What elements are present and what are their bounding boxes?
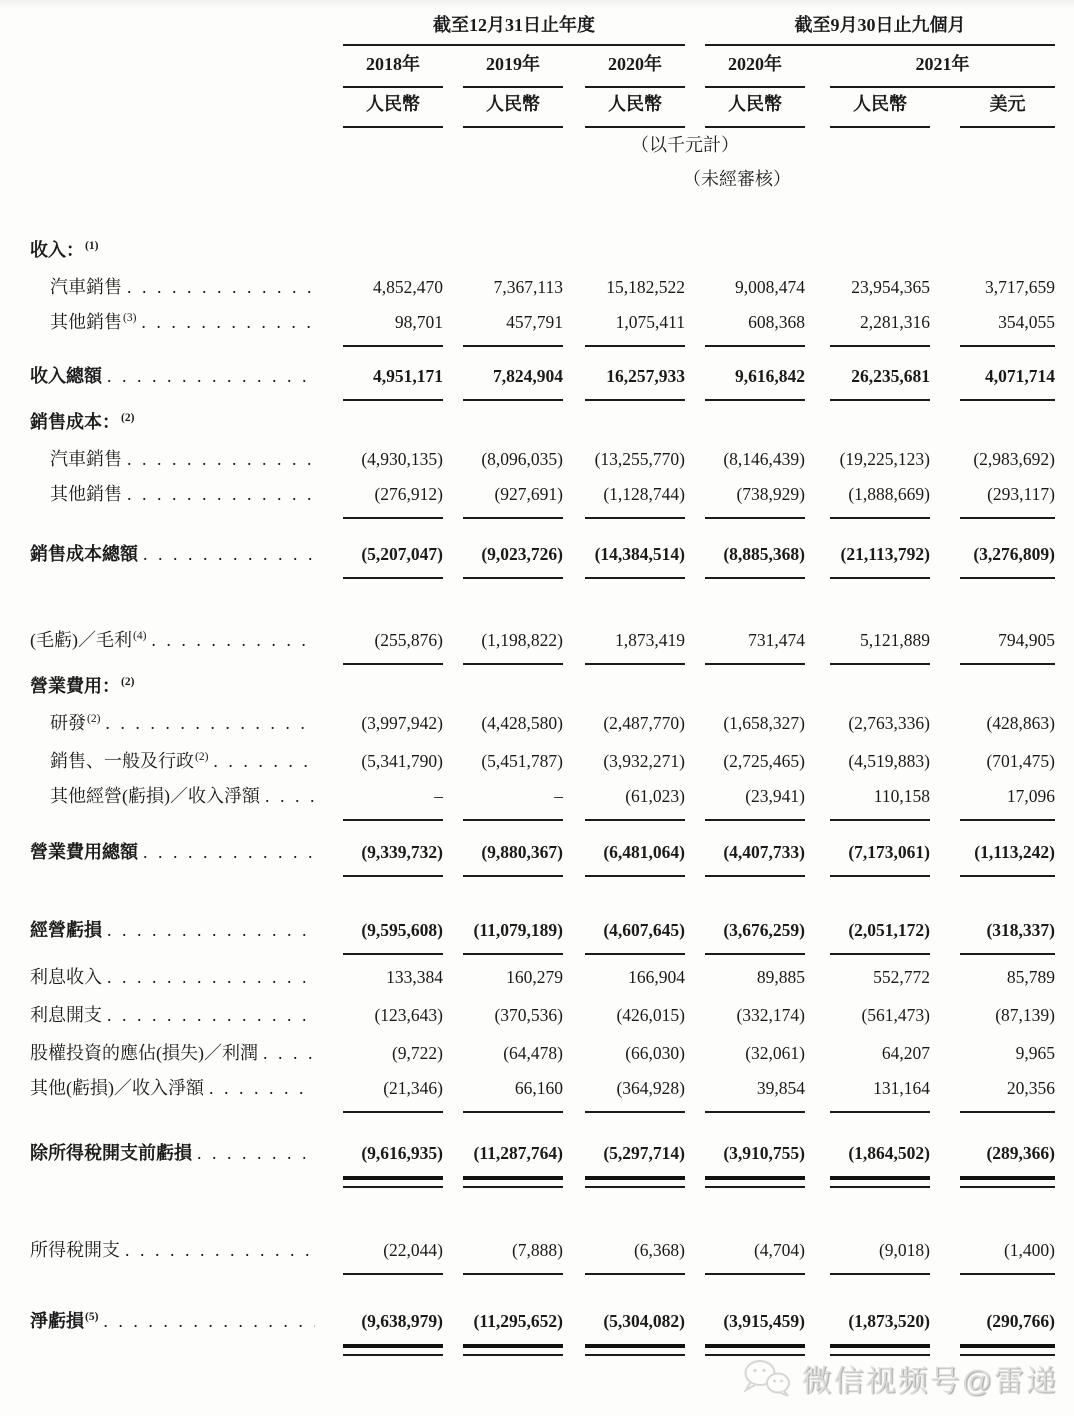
value-cell: (5,451,787) bbox=[481, 751, 563, 771]
table-row bbox=[30, 268, 1055, 306]
value-cell: 9,008,474 bbox=[735, 277, 805, 297]
value-cell: (32,061) bbox=[745, 1043, 805, 1063]
value-cell: (2,051,172) bbox=[805, 914, 930, 958]
row-label: 收入： bbox=[30, 240, 84, 260]
table-row bbox=[30, 1234, 1055, 1278]
row-label-cell bbox=[30, 1136, 315, 1170]
value-cell: (927,691) bbox=[443, 478, 563, 522]
row-label-cell bbox=[30, 704, 315, 745]
year-header-2020-9m: 2020年 bbox=[685, 46, 805, 88]
value-cell: (8,096,035) bbox=[481, 449, 563, 469]
value-cell: (289,366) bbox=[930, 1136, 1055, 1190]
value-cell: (1,888,669) bbox=[805, 478, 930, 522]
value-cell: (13,255,770) bbox=[594, 449, 685, 469]
unit-note: （以千元計） bbox=[631, 135, 739, 155]
row-label-cell bbox=[30, 268, 315, 306]
value-cell: 7,367,113 bbox=[493, 277, 563, 297]
dot-leader bbox=[120, 1234, 315, 1266]
table-row bbox=[30, 742, 1055, 780]
value-cell: (3,915,459) bbox=[685, 1304, 805, 1358]
value-cell: 85,789 bbox=[1006, 967, 1055, 987]
value-cell: 2,281,316 bbox=[805, 306, 930, 350]
footnote-marker: (5) bbox=[85, 1311, 99, 1323]
watermark-text: 微信视频号@雷递 bbox=[801, 1365, 1058, 1398]
row-label: 銷售成本： bbox=[30, 412, 120, 432]
value-cell: (21,113,792) bbox=[805, 538, 930, 582]
row-label: 經營虧損 bbox=[30, 920, 102, 940]
value-cell: (290,766) bbox=[930, 1304, 1055, 1358]
table-row bbox=[30, 996, 1055, 1034]
row-label: 收入總額 bbox=[30, 366, 102, 386]
value-cell: 20,356 bbox=[930, 1072, 1055, 1116]
value-cell: 98,701 bbox=[315, 306, 443, 350]
value-cell: (561,473) bbox=[861, 1005, 930, 1025]
row-label-cell bbox=[30, 440, 315, 478]
value-cell: (64,478) bbox=[503, 1043, 563, 1063]
value-cell: 64,207 bbox=[881, 1043, 930, 1063]
value-cell: 66,160 bbox=[443, 1072, 563, 1116]
value-cell: (4,704) bbox=[685, 1234, 805, 1278]
value-cell: – bbox=[443, 780, 563, 824]
value-cell: (11,295,652) bbox=[443, 1304, 563, 1358]
table-row bbox=[30, 1072, 1055, 1116]
row-label-cell bbox=[30, 232, 315, 271]
value-cell: (8,146,439) bbox=[723, 449, 805, 469]
table-body bbox=[30, 232, 1055, 1358]
value-cell: (66,030) bbox=[625, 1043, 685, 1063]
row-label: 利息收入 bbox=[30, 967, 102, 987]
value-cell: (11,287,764) bbox=[443, 1136, 563, 1190]
year-header-2021-9m: 2021年 bbox=[805, 46, 1055, 88]
footnote-marker: (3) bbox=[123, 312, 137, 324]
dot-leader bbox=[102, 914, 315, 946]
row-label-cell bbox=[30, 1034, 315, 1072]
value-cell: (701,475) bbox=[986, 751, 1055, 771]
column-group-annual: 截至12月31日止年度 bbox=[315, 10, 685, 46]
table-row bbox=[30, 914, 1055, 958]
label-column-spacer bbox=[30, 10, 315, 46]
row-label-cell bbox=[30, 624, 315, 659]
dot-leader bbox=[102, 360, 315, 392]
footnote-marker: (1) bbox=[85, 240, 99, 252]
row-label: (毛虧)／毛利 bbox=[30, 630, 132, 650]
table-row bbox=[30, 624, 1055, 668]
currency-header: 人民幣 bbox=[563, 88, 685, 128]
row-label-cell bbox=[30, 996, 315, 1034]
value-cell: (6,368) bbox=[563, 1234, 685, 1278]
dot-leader bbox=[138, 538, 315, 570]
dot-leader bbox=[204, 1072, 315, 1104]
value-cell: (293,117) bbox=[930, 478, 1055, 522]
row-label-cell bbox=[30, 1072, 315, 1104]
row-label-cell bbox=[30, 404, 315, 443]
value-cell: (11,079,189) bbox=[443, 914, 563, 958]
value-cell: (318,337) bbox=[930, 914, 1055, 958]
value-cell: (5,341,790) bbox=[361, 751, 443, 771]
value-cell: (9,339,732) bbox=[315, 836, 443, 880]
value-cell: (22,044) bbox=[315, 1234, 443, 1278]
footnote-marker: (4) bbox=[133, 630, 147, 642]
value-cell: (426,015) bbox=[616, 1005, 685, 1025]
value-cell: 4,852,470 bbox=[373, 277, 443, 297]
row-label: 所得稅開支 bbox=[30, 1240, 120, 1260]
row-label-cell bbox=[30, 1304, 315, 1341]
value-cell: (19,225,123) bbox=[839, 449, 930, 469]
value-cell: (9,638,979) bbox=[315, 1304, 443, 1358]
value-cell: (9,018) bbox=[805, 1234, 930, 1278]
row-label: 營業費用總額 bbox=[30, 842, 138, 862]
value-cell: (3,997,942) bbox=[361, 713, 443, 733]
row-label-cell bbox=[30, 538, 315, 570]
row-label: 銷售成本總額 bbox=[30, 544, 138, 564]
value-cell: (1,400) bbox=[930, 1234, 1055, 1278]
table-row bbox=[30, 836, 1055, 880]
row-label: 其他(虧損)／收入淨額 bbox=[30, 1078, 204, 1098]
value-cell: 5,121,889 bbox=[805, 624, 930, 668]
row-label: 汽車銷售 bbox=[50, 277, 122, 297]
footnote-marker: (2) bbox=[121, 676, 135, 688]
value-cell: (8,885,368) bbox=[685, 538, 805, 582]
value-cell: 9,965 bbox=[1015, 1043, 1055, 1063]
row-label: 除所得稅開支前虧損 bbox=[30, 1143, 192, 1163]
table-header bbox=[30, 10, 1055, 198]
value-cell: (21,346) bbox=[315, 1072, 443, 1116]
value-cell: (3,276,809) bbox=[930, 538, 1055, 582]
wechat-icon bbox=[740, 1358, 792, 1398]
value-cell: 110,158 bbox=[805, 780, 930, 824]
table-row bbox=[30, 1304, 1055, 1358]
row-label-cell bbox=[30, 306, 315, 341]
value-cell: 608,368 bbox=[685, 306, 805, 350]
value-cell: (2,487,770) bbox=[603, 713, 685, 733]
value-cell: (1,113,242) bbox=[930, 836, 1055, 880]
dot-leader bbox=[100, 704, 315, 742]
table-row bbox=[30, 780, 1055, 824]
value-cell: 7,824,904 bbox=[443, 360, 563, 404]
value-cell: (9,616,935) bbox=[315, 1136, 443, 1190]
dot-leader bbox=[122, 478, 315, 510]
value-cell: (1,658,327) bbox=[723, 713, 805, 733]
value-cell: 794,905 bbox=[930, 624, 1055, 668]
table-row bbox=[30, 440, 1055, 478]
dot-leader bbox=[258, 1034, 315, 1072]
dot-leader bbox=[146, 624, 315, 656]
value-cell: (4,428,580) bbox=[481, 713, 563, 733]
value-cell: 26,235,681 bbox=[805, 360, 930, 404]
value-cell: (9,722) bbox=[391, 1043, 443, 1063]
value-cell: 15,182,522 bbox=[606, 277, 685, 297]
value-cell: 731,474 bbox=[685, 624, 805, 668]
table-row bbox=[30, 1136, 1055, 1190]
row-label: 銷售、一般及行政 bbox=[50, 751, 194, 771]
row-label: 營業費用： bbox=[30, 676, 120, 696]
dot-leader bbox=[122, 440, 315, 478]
row-label: 利息開支 bbox=[30, 1005, 102, 1025]
row-label: 淨虧損 bbox=[30, 1311, 84, 1331]
value-cell: (4,607,645) bbox=[563, 914, 685, 958]
dot-leader bbox=[102, 958, 315, 996]
value-cell: 3,717,659 bbox=[985, 277, 1055, 297]
table-row bbox=[30, 232, 1055, 268]
row-label-cell bbox=[30, 914, 315, 946]
value-cell: (428,863) bbox=[986, 713, 1055, 733]
row-label: 股權投資的應佔(損失)／利潤 bbox=[30, 1043, 258, 1063]
table-row bbox=[30, 360, 1055, 404]
value-cell: 4,071,714 bbox=[930, 360, 1055, 404]
value-cell: 9,616,842 bbox=[685, 360, 805, 404]
dot-leader bbox=[98, 1304, 315, 1338]
column-group-row bbox=[30, 10, 1055, 46]
table-row bbox=[30, 306, 1055, 350]
row-label-cell bbox=[30, 742, 315, 783]
value-cell: (14,384,514) bbox=[563, 538, 685, 582]
currency-header: 人民幣 bbox=[685, 88, 805, 128]
value-cell: 160,279 bbox=[506, 967, 563, 987]
value-cell: 552,772 bbox=[873, 967, 930, 987]
currency-header: 人民幣 bbox=[315, 88, 443, 128]
row-label: 其他經營(虧損)／收入淨額 bbox=[50, 786, 260, 806]
value-cell: 39,854 bbox=[685, 1072, 805, 1116]
table-row bbox=[30, 704, 1055, 742]
value-cell: (7,888) bbox=[443, 1234, 563, 1278]
value-cell: (4,407,733) bbox=[685, 836, 805, 880]
value-cell: (1,128,744) bbox=[563, 478, 685, 522]
value-cell: 1,075,411 bbox=[563, 306, 685, 350]
row-label: 研發 bbox=[50, 713, 86, 733]
value-cell: (3,676,259) bbox=[685, 914, 805, 958]
value-cell: (87,139) bbox=[995, 1005, 1055, 1025]
row-label: 其他銷售 bbox=[50, 484, 122, 504]
value-cell: (23,941) bbox=[685, 780, 805, 824]
dot-leader bbox=[138, 836, 315, 868]
dot-leader bbox=[260, 780, 315, 812]
row-label: 其他銷售 bbox=[50, 312, 122, 332]
value-cell: (9,023,726) bbox=[443, 538, 563, 582]
value-cell: (2,983,692) bbox=[973, 449, 1055, 469]
dot-leader bbox=[102, 996, 315, 1034]
value-cell: (2,763,336) bbox=[848, 713, 930, 733]
value-cell: (3,932,271) bbox=[603, 751, 685, 771]
table-row bbox=[30, 958, 1055, 996]
table-row bbox=[30, 668, 1055, 704]
row-label-cell bbox=[30, 360, 315, 392]
currency-header-row bbox=[30, 88, 1055, 128]
dot-leader bbox=[192, 1136, 315, 1170]
value-cell: – bbox=[315, 780, 443, 824]
year-header-row bbox=[30, 46, 1055, 88]
value-cell: (255,876) bbox=[315, 624, 443, 668]
value-cell: (370,536) bbox=[494, 1005, 563, 1025]
value-cell: 17,096 bbox=[930, 780, 1055, 824]
value-cell: 166,904 bbox=[628, 967, 685, 987]
column-group-nine-months: 截至9月30日止九個月 bbox=[685, 10, 1055, 46]
value-cell: 23,954,365 bbox=[851, 277, 930, 297]
footnote-marker: (2) bbox=[195, 751, 209, 763]
value-cell: (5,304,082) bbox=[563, 1304, 685, 1358]
value-cell: (9,595,608) bbox=[315, 914, 443, 958]
table-row bbox=[30, 1034, 1055, 1072]
value-cell: 354,055 bbox=[930, 306, 1055, 350]
year-header-2018: 2018年 bbox=[315, 46, 443, 88]
value-cell: (2,725,465) bbox=[723, 751, 805, 771]
currency-header-usd: 美元 bbox=[930, 88, 1055, 128]
dot-leader bbox=[208, 742, 315, 780]
value-cell: (5,297,714) bbox=[563, 1136, 685, 1190]
row-label-cell bbox=[30, 668, 315, 707]
value-cell: 1,873,419 bbox=[563, 624, 685, 668]
row-label-cell bbox=[30, 780, 315, 812]
dot-leader bbox=[122, 268, 315, 306]
value-cell: (738,929) bbox=[685, 478, 805, 522]
value-cell: 4,951,171 bbox=[315, 360, 443, 404]
value-cell: (4,930,135) bbox=[361, 449, 443, 469]
value-cell: 131,164 bbox=[805, 1072, 930, 1116]
value-cell: (276,912) bbox=[315, 478, 443, 522]
value-cell: 89,885 bbox=[756, 967, 805, 987]
value-cell: (4,519,883) bbox=[848, 751, 930, 771]
year-header-2020: 2020年 bbox=[563, 46, 685, 88]
value-cell: (3,910,755) bbox=[685, 1136, 805, 1190]
year-header-2019: 2019年 bbox=[443, 46, 563, 88]
row-label: 汽車銷售 bbox=[50, 449, 122, 469]
dot-leader bbox=[136, 306, 315, 338]
value-cell: (61,023) bbox=[563, 780, 685, 824]
table-row bbox=[30, 538, 1055, 582]
value-cell: (123,643) bbox=[374, 1005, 443, 1025]
value-cell: (1,198,822) bbox=[443, 624, 563, 668]
footnote-marker: (2) bbox=[121, 412, 135, 424]
table-row bbox=[30, 478, 1055, 522]
unaudited-note: （未經審核） bbox=[683, 169, 791, 189]
value-cell: 457,791 bbox=[443, 306, 563, 350]
row-label-cell bbox=[30, 836, 315, 868]
footnote-marker: (2) bbox=[87, 713, 101, 725]
row-label-cell bbox=[30, 1234, 315, 1266]
value-cell: 16,257,933 bbox=[563, 360, 685, 404]
value-cell: (332,174) bbox=[736, 1005, 805, 1025]
value-cell: (1,864,502) bbox=[805, 1136, 930, 1190]
row-label-cell bbox=[30, 958, 315, 996]
currency-header: 人民幣 bbox=[443, 88, 563, 128]
value-cell: 133,384 bbox=[386, 967, 443, 987]
currency-header: 人民幣 bbox=[805, 88, 930, 128]
value-cell: (1,873,520) bbox=[805, 1304, 930, 1358]
value-cell: (9,880,367) bbox=[443, 836, 563, 880]
value-cell: (5,207,047) bbox=[315, 538, 443, 582]
watermark bbox=[740, 1356, 1058, 1400]
value-cell: (6,481,064) bbox=[563, 836, 685, 880]
value-cell: (364,928) bbox=[563, 1072, 685, 1116]
table-row bbox=[30, 404, 1055, 440]
row-label-cell bbox=[30, 478, 315, 510]
value-cell: (7,173,061) bbox=[805, 836, 930, 880]
